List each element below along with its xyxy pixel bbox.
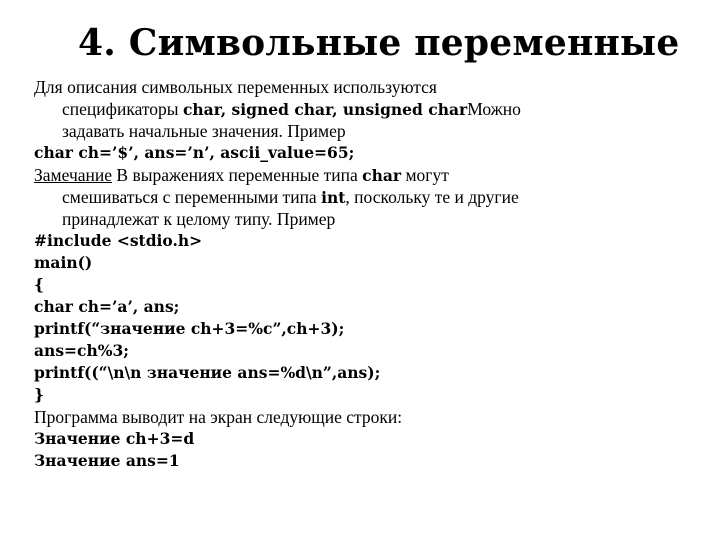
- keyword-char: char: [362, 166, 402, 185]
- keyword-int: int: [321, 188, 346, 207]
- example-declaration: char ch=’$’, ans=’n’, ascii_value=65;: [34, 143, 355, 162]
- paragraph-1-line-3: задавать начальные значения. Пример: [62, 121, 346, 141]
- code-line: printf((“\n\n значение ans=%d\n”,ans);: [34, 363, 381, 382]
- slide-content: [34, 76, 710, 472]
- code-line: {: [34, 275, 44, 294]
- code-line: ans=ch%3;: [34, 341, 129, 360]
- text: смешиваться с переменными типа: [62, 187, 322, 207]
- output-line: Значение ans=1: [34, 451, 180, 470]
- code-line: main(): [34, 253, 93, 272]
- text: , поскольку те и другие: [345, 187, 519, 207]
- paragraph-2-line-1: [34, 164, 710, 186]
- text: спецификаторы: [62, 99, 183, 119]
- paragraph-2-line-3: принадлежат к целому типу. Пример: [62, 209, 336, 229]
- code-line: #include <stdio.h>: [34, 231, 203, 250]
- text: В выражениях переменные типа: [112, 165, 363, 185]
- code-line: }: [34, 385, 44, 404]
- type-specifiers: char, signed char, unsigned char: [182, 100, 468, 119]
- text: могут: [401, 165, 449, 185]
- output-intro: Программа выводит на экран следующие строки:: [34, 407, 403, 427]
- note-label: Замечание: [34, 165, 113, 185]
- text: Можно: [467, 99, 521, 119]
- code-line: printf(“значение ch+3=%c”,ch+3);: [34, 319, 345, 338]
- paragraph-1-line-1: Для описания символьных переменных используются: [34, 77, 437, 97]
- paragraph-1-line-2: [34, 98, 710, 120]
- paragraph-2-line-2: [34, 186, 710, 208]
- code-line: char ch=’a’, ans;: [34, 297, 180, 316]
- slide-title: 4. Символьные переменные: [78, 22, 680, 64]
- output-line: Значение ch+3=d: [34, 429, 195, 448]
